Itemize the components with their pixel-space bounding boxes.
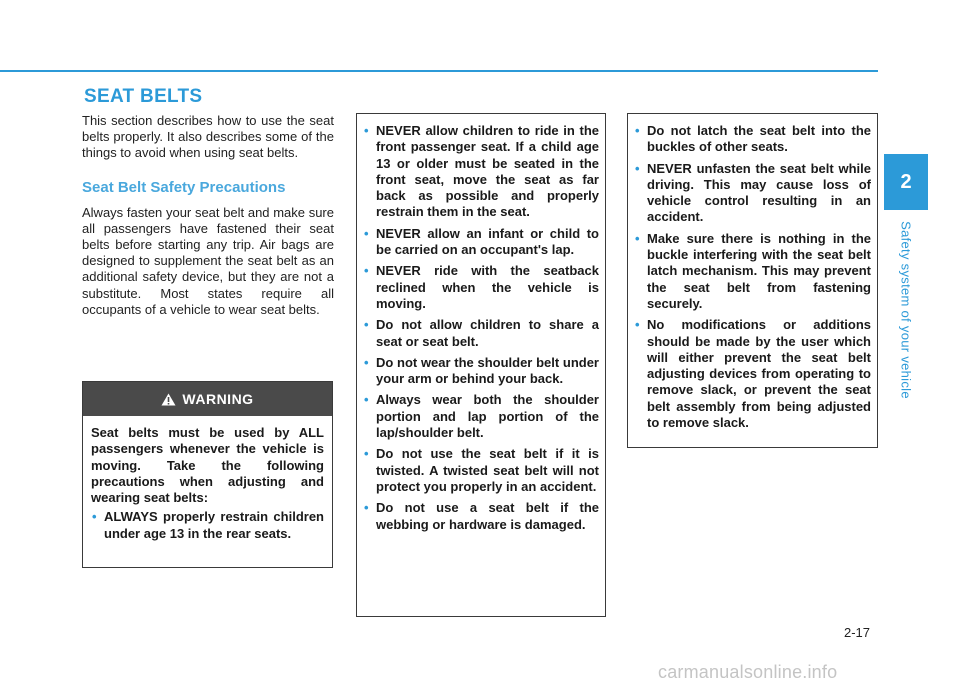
watermark-link[interactable]: carmanualsonline.info	[658, 662, 838, 682]
list-item-text: NEVER allow children to ride in the front passenger seat. If a child age 13 or older must be seated in the front seat, move the seat as far back as possible and properly restrain them in the seat.	[376, 123, 599, 220]
bullet-dot-icon: •	[364, 225, 369, 241]
precautions-list-1	[363, 123, 599, 533]
list-item-text: Always wear both the shoulder portion and lap portion of the lap/shoulder belt.	[376, 392, 599, 441]
list-item-text: Do not latch the seat belt into the buckles of other seats.	[647, 123, 871, 155]
precautions-box-2	[627, 113, 878, 448]
list-item-text: ALWAYS properly restrain children under age 13 in the rear seats.	[104, 509, 324, 541]
list-item	[363, 263, 599, 312]
list-item-text: Do not wear the shoulder belt under your arm or behind your back.	[376, 354, 599, 387]
list-item	[91, 509, 324, 542]
list-item	[363, 226, 599, 259]
top-rule	[0, 70, 878, 72]
warning-label: WARNING	[182, 391, 254, 407]
warning-box	[82, 381, 333, 568]
list-item-text: NEVER ride with the seatback reclined when the vehicle is moving.	[376, 263, 599, 311]
bullet-dot-icon: •	[364, 317, 369, 333]
intro-paragraph: This section describes how to use the seat belts properly. It also describes some of the things to avoid when using seat belts.	[82, 113, 334, 161]
list-item	[363, 446, 599, 495]
bullet-dot-icon: •	[364, 354, 369, 370]
body-paragraph: Always fasten your seat belt and make sure all passengers have fastened their seat belts before starting any trip. Air bags are designed to supplement the seat belt as an additional safety device, but they are not a substitute. Most states require all occupants of a vehicle to wear seat belts.	[82, 204, 334, 317]
warning-triangle-icon	[161, 393, 176, 406]
chapter-tab: 2	[884, 154, 928, 210]
list-item	[363, 500, 599, 533]
list-item	[363, 355, 599, 388]
precautions-box-1	[356, 113, 606, 617]
bullet-dot-icon: •	[635, 317, 640, 333]
list-item-text: Make sure there is nothing in the buckle interfering with the seat belt latch mechanism. This may prevent the seat belt from fastening securely.	[647, 230, 871, 311]
warning-text: Seat belts must be used by ALL passengers whenever the vehicle is moving. Take the following precautions when adjusting and wearing seat belts:	[91, 425, 324, 506]
list-item-text: Do not allow children to share a seat or seat belt.	[376, 317, 599, 349]
list-item	[634, 161, 871, 226]
warning-body	[83, 416, 332, 542]
list-item-text: NEVER allow an infant or child to be carried on an occupant's lap.	[376, 225, 599, 258]
list-item	[634, 317, 871, 431]
list-item-text: Do not use the seat belt if it is twisted. A twisted seat belt will not protect you properly in an accident.	[376, 446, 599, 494]
list-item	[363, 392, 599, 441]
list-item	[634, 231, 871, 312]
warning-header	[83, 382, 332, 416]
list-item-text: Do not use a seat belt if the webbing or hardware is damaged.	[376, 500, 599, 532]
subheading: Seat Belt Safety Precautions	[82, 178, 286, 196]
warning-bullet-list	[91, 509, 324, 542]
list-item	[363, 317, 599, 350]
chapter-caption: Safety system of your vehicle	[898, 221, 914, 399]
bullet-dot-icon: •	[364, 500, 369, 516]
bullet-dot-icon: •	[635, 160, 640, 176]
section-title: SEAT BELTS	[84, 86, 203, 107]
bullet-dot-icon: •	[364, 263, 369, 279]
bullet-dot-icon: •	[364, 392, 369, 408]
page-number: 2-17	[844, 625, 871, 640]
list-item	[634, 123, 871, 156]
bullet-dot-icon: •	[364, 123, 369, 138]
bullet-dot-icon: •	[364, 446, 369, 462]
list-item-text: NEVER unfasten the seat belt while driving. This may cause loss of vehicle control resulting in an accident.	[647, 160, 871, 225]
intro-column	[82, 113, 334, 318]
bullet-dot-icon: •	[635, 230, 640, 246]
precautions-list-2	[634, 123, 871, 431]
bullet-dot-icon: •	[92, 509, 97, 525]
list-item	[363, 123, 599, 221]
list-item-text: No modifications or additions should be made by the user which will either prevent the seat belt adjusting devices from operating to remove slack, or prevent the seat belt assembly from being adjusted to remove slack.	[647, 317, 871, 431]
bullet-dot-icon: •	[635, 123, 640, 138]
